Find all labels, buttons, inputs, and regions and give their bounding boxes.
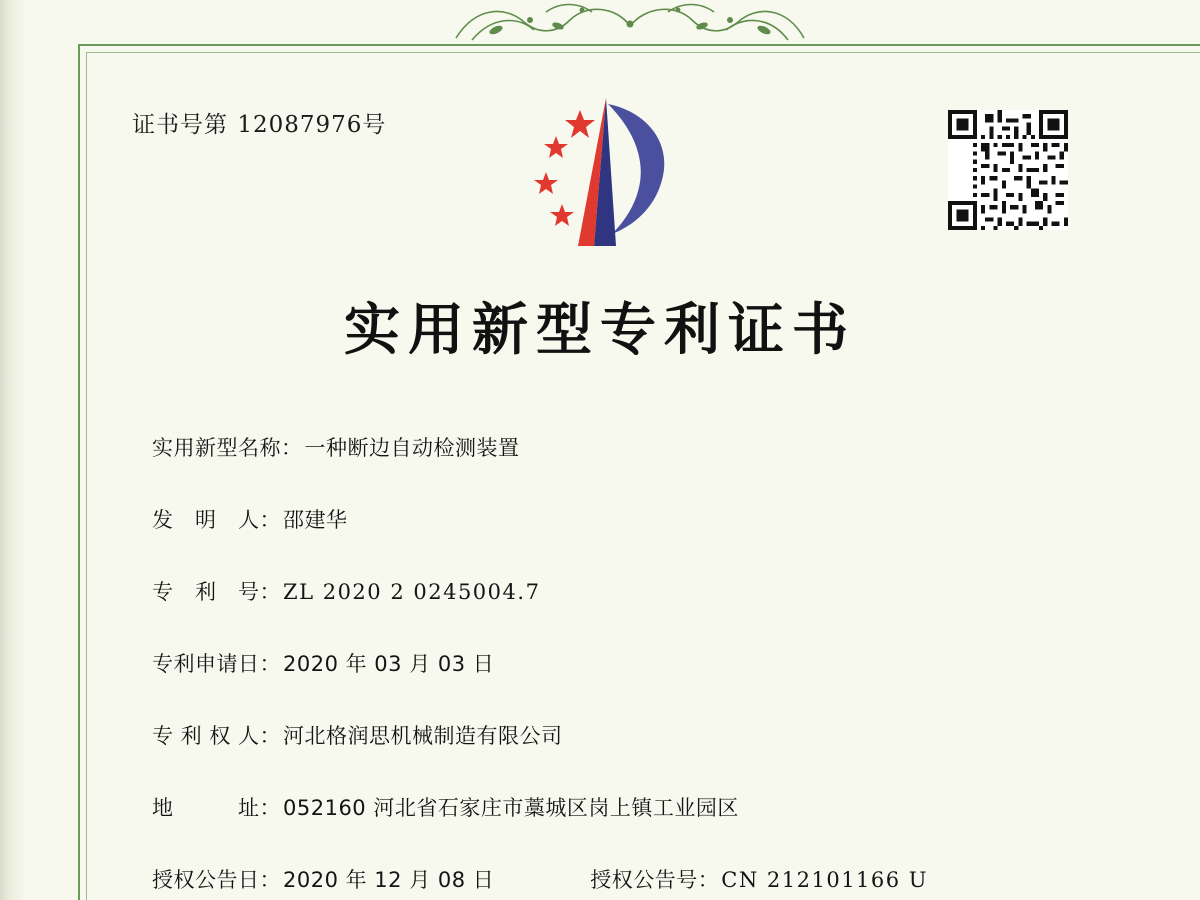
grant-number-value: CN 212101166 U xyxy=(721,868,929,892)
grant-date-value: 2020 年 12 月 08 日 xyxy=(283,868,495,892)
field-value: 2020 年 03 月 03 日 xyxy=(283,652,495,676)
grant-date-label: 授权公告日： xyxy=(152,868,281,892)
field-list xyxy=(152,432,1112,894)
serial-number: 12087976 xyxy=(237,112,363,138)
field-value: ZL 2020 2 0245004.7 xyxy=(283,580,541,604)
serial-suffix: 号 xyxy=(362,112,387,138)
field-label: 发 明 人： xyxy=(152,508,281,532)
qr-code-icon xyxy=(948,110,1068,230)
field-label: 地 址： xyxy=(152,796,281,820)
field-label: 专利申请日： xyxy=(152,652,281,676)
field-patentee xyxy=(152,720,1112,750)
field-label: 专 利 权 人： xyxy=(152,724,282,748)
paper-left-edge xyxy=(0,0,26,900)
field-value: 一种断边自动检测装置 xyxy=(304,436,520,460)
field-grant-row xyxy=(152,864,1112,894)
cnipa-emblem-icon xyxy=(520,96,680,251)
page-title: 实用新型专利证书 xyxy=(344,298,856,363)
field-value: 邵建华 xyxy=(283,508,348,532)
field-patent-number xyxy=(152,576,1112,606)
field-inventor xyxy=(152,504,1112,534)
serial-label: 证书号第 xyxy=(132,112,228,138)
grant-number-label: 授权公告号： xyxy=(590,868,720,892)
field-application-date xyxy=(152,648,1112,678)
field-label: 实用新型名称： xyxy=(152,436,303,460)
grant-number-group xyxy=(590,864,928,894)
ornamental-border-top xyxy=(26,0,1200,42)
field-address xyxy=(152,792,1112,822)
field-value: 052160 河北省石家庄市藁城区岗上镇工业园区 xyxy=(283,796,739,820)
field-utility-model-name xyxy=(152,432,1112,462)
field-value: 河北格润思机械制造有限公司 xyxy=(283,724,563,748)
field-label: 专 利 号： xyxy=(152,580,281,604)
certificate-serial xyxy=(132,106,386,139)
